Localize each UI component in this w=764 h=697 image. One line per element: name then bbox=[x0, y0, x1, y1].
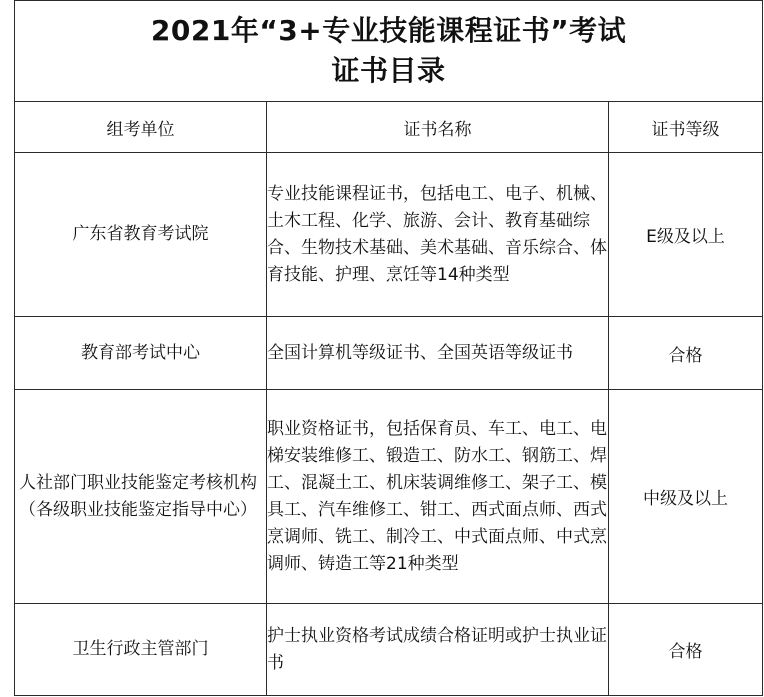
level-cell: 中级及以上 bbox=[609, 390, 763, 604]
org-cell: 广东省教育考试院 bbox=[15, 153, 267, 317]
column-header-level: 证书等级 bbox=[609, 102, 763, 153]
column-header-org: 组考单位 bbox=[15, 102, 267, 153]
table-row bbox=[15, 390, 763, 604]
title-line-1: 2021年“3+专业技能课程证书”考试 bbox=[150, 14, 627, 47]
title-row bbox=[15, 1, 763, 102]
org-cell: 人社部门职业技能鉴定考核机构（各级职业技能鉴定指导中心） bbox=[15, 390, 267, 604]
level-cell: 合格 bbox=[609, 604, 763, 696]
table-row bbox=[15, 153, 763, 317]
certificate-name-cell: 护士执业资格考试成绩合格证明或护士执业证书 bbox=[267, 604, 609, 696]
column-header-name: 证书名称 bbox=[267, 102, 609, 153]
certificate-name-cell: 全国计算机等级证书、全国英语等级证书 bbox=[267, 317, 609, 390]
level-cell: E级及以上 bbox=[609, 153, 763, 317]
table-row bbox=[15, 317, 763, 390]
table-title bbox=[15, 1, 763, 102]
certificate-name-cell: 专业技能课程证书，包括电工、电子、机械、土木工程、化学、旅游、会计、教育基础综合、生物技术基础、美术基础、音乐综合、体育技能、护理、烹饪等14种类型 bbox=[267, 153, 609, 317]
header-row bbox=[15, 102, 763, 153]
certificate-catalog-table bbox=[14, 0, 763, 696]
table-row bbox=[15, 604, 763, 696]
org-cell: 卫生行政主管部门 bbox=[15, 604, 267, 696]
title-line-2: 证书目录 bbox=[331, 54, 446, 87]
org-cell: 教育部考试中心 bbox=[15, 317, 267, 390]
level-cell: 合格 bbox=[609, 317, 763, 390]
certificate-name-cell: 职业资格证书，包括保育员、车工、电工、电梯安装维修工、锻造工、防水工、钢筋工、焊工、混凝土工、机床装调维修工、架子工、模具工、汽车维修工、钳工、西式面点师、西式烹调师、铣工、制冷工、中式面点师、中式烹调师、铸造工等21种类型 bbox=[267, 390, 609, 604]
